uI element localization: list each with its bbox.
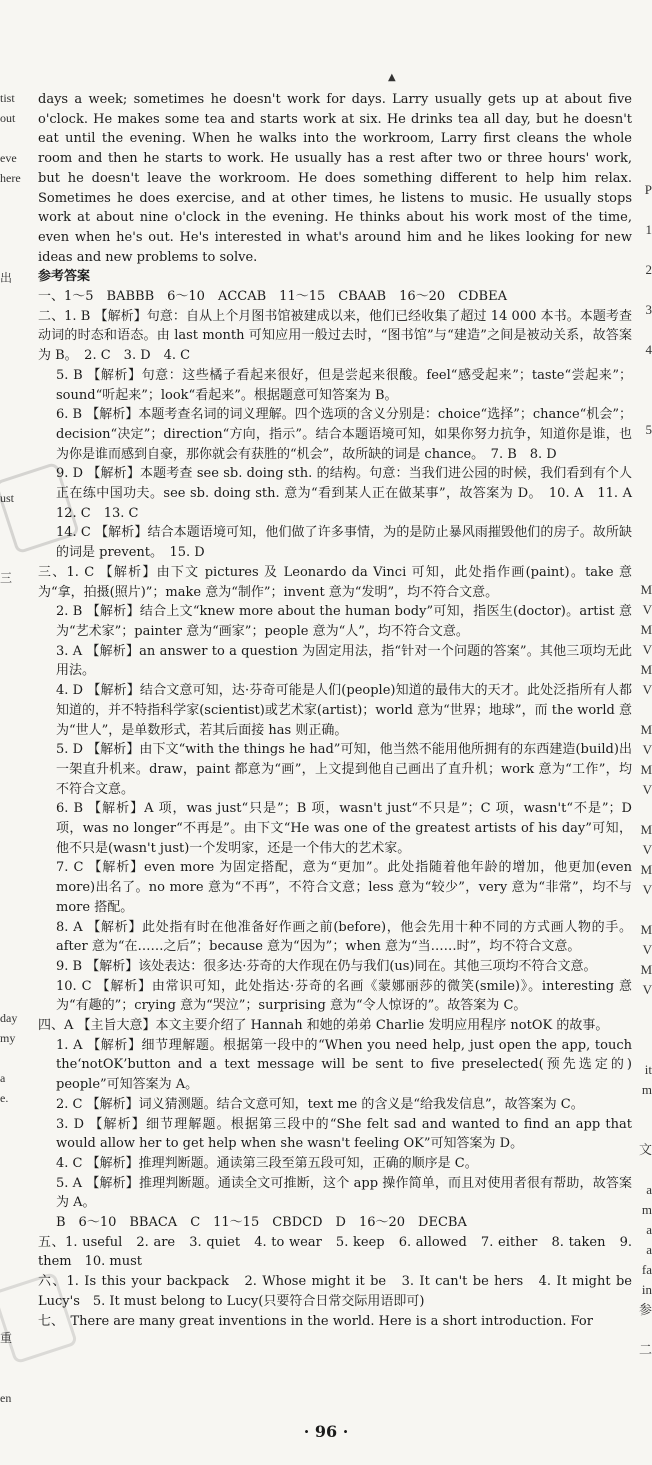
margin-fragment bbox=[638, 500, 652, 520]
margin-fragment: 出 bbox=[0, 271, 13, 285]
margin-fragment: M bbox=[640, 582, 652, 597]
answer-item: B 6～10 BBACA C 11～15 CBDCD D 16～20 DECBA bbox=[56, 1215, 467, 1231]
margin-fragment bbox=[0, 528, 26, 548]
margin-fragment bbox=[0, 128, 26, 148]
margin-fragment: M bbox=[640, 922, 652, 937]
margin-fragment bbox=[0, 208, 26, 228]
margin-fragment: V bbox=[642, 882, 652, 897]
margin-fragment bbox=[0, 348, 26, 368]
page-number: · 96 · bbox=[303, 1422, 349, 1441]
answer-heading: 参考答案 bbox=[38, 269, 91, 285]
margin-fragment bbox=[0, 1288, 26, 1308]
margin-fragment bbox=[638, 460, 652, 480]
answer-item: 5. D 【解析】由下文“with the things he had”可知，他当然不能用他所拥有的东西建造(build)出一架直升机来。draw，paint 都意为“画”，上文提到他自己画出了直升机；work 意为“工作”，均不符合文意。 bbox=[56, 742, 632, 797]
answer-item: 七、 There are many great inventions in the world. Here is a short introduction. For bbox=[38, 1313, 593, 1329]
margin-fragment bbox=[0, 248, 26, 268]
answer-item: 5. B 【解析】句意：这些橘子看起来很好，但是尝起来很酸。feel“感受起来”；taste“尝起来”；sound“听起来”；look“看起来”。根据题意可知答案为 B。 bbox=[56, 367, 632, 403]
margin-fragment: out bbox=[0, 111, 16, 125]
margin-fragment: a bbox=[646, 1182, 652, 1197]
margin-fragment bbox=[0, 848, 26, 868]
margin-fragment: a bbox=[646, 1222, 652, 1237]
left-column-fragment bbox=[0, 88, 26, 1408]
margin-fragment bbox=[638, 1040, 652, 1060]
answer-item: 4. C 【解析】推理判断题。通读第三段至第五段可知，正确的顺序是 C。 bbox=[56, 1155, 478, 1171]
margin-fragment bbox=[0, 548, 26, 568]
margin-fragment bbox=[0, 668, 26, 688]
answer-item: 10. C 【解析】由常识可知，此处指达·芬奇的名画《蒙娜丽莎的微笑(smile)》。interesting 意为“有趣的”；crying 意为“哭泣”；surprising 意为“令人惊讶的”。故答案为 C。 bbox=[56, 978, 632, 1014]
margin-fragment: V bbox=[642, 942, 652, 957]
margin-fragment bbox=[0, 468, 26, 488]
margin-fragment bbox=[0, 408, 26, 428]
answer-item: 14. C 【解析】结合本题语境可知，他们做了许多事情，为的是防止暴风雨摧毁他们的房子。故所缺的词是 prevent。 15. D bbox=[56, 525, 632, 561]
margin-fragment bbox=[0, 1108, 26, 1128]
margin-fragment: M bbox=[640, 962, 652, 977]
margin-fragment: day bbox=[0, 1011, 18, 1025]
margin-fragment: M bbox=[640, 722, 652, 737]
margin-fragment: 文 bbox=[638, 1142, 652, 1157]
margin-fragment bbox=[638, 400, 652, 420]
margin-fragment: 4 bbox=[645, 342, 652, 357]
reading-passage: days a week; sometimes he doesn't work for days. Larry usually gets up at about five o'clock. He makes some tea and starts work at six. He drinks tea all day, but he doesn't eat until the evening. When he walks into the workroom, Larry first cleans the whole room and then he starts to work. He usually has a rest after two or three hours' work, but he doesn't leave the workroom. He does something different to help him relax. Sometimes he does exercise, and at other times, he listens to music. He usually stops work at about nine o'clock in the evening. He thinks about his work most of the time, even when he's out. He's interested in what's around him and he likes looking for new ideas and new problems to solve. bbox=[38, 92, 632, 265]
margin-fragment bbox=[638, 280, 652, 300]
margin-fragment: V bbox=[642, 782, 652, 797]
margin-fragment bbox=[638, 540, 652, 560]
margin-fragment bbox=[0, 448, 26, 468]
margin-fragment: a bbox=[646, 1242, 652, 1257]
answer-item: 9. D 【解析】本题考查 see sb. doing sth. 的结构。句意：当我们进公园的时候，我们看到有个人正在练中国功夫。see sb. doing sth. 意为“看到某人正在做某事”，故答案为 D。 10. A 11. A 12. C 13. C bbox=[56, 466, 646, 521]
margin-fragment: V bbox=[642, 682, 652, 697]
answer-item: 五、1. useful 2. are 3. quiet 4. to wear 5. keep 6. allowed 7. either 8. taken 9. them 10. must bbox=[38, 1234, 632, 1270]
answer-item: 2. B 【解析】结合上文“knew more about the human body”可知，指医生(doctor)。artist 意为“艺术家”；painter 意为“画家”；people 意为“人”，均不符合文意。 bbox=[56, 604, 632, 639]
right-column-fragment bbox=[638, 180, 652, 1360]
margin-fragment bbox=[0, 688, 26, 708]
margin-fragment: e. bbox=[0, 1091, 9, 1105]
margin-fragment: 3 bbox=[645, 302, 652, 317]
margin-fragment bbox=[638, 1000, 652, 1020]
margin-fragment bbox=[638, 360, 652, 380]
margin-fragment: V bbox=[642, 602, 652, 617]
margin-fragment bbox=[0, 1248, 26, 1268]
margin-fragment bbox=[0, 428, 26, 448]
margin-fragment bbox=[0, 1188, 26, 1208]
answer-item: 7. C 【解析】even more 为固定搭配，意为“更加”。此处指随着他年龄的增加，他更加(even more)出名了。no more 意为“不再”，不符合文意；less 意为“较少”，very 意为“非常”，均不与 more 搭配。 bbox=[56, 860, 632, 915]
margin-fragment: M bbox=[640, 822, 652, 837]
margin-fragment: V bbox=[642, 742, 652, 757]
margin-fragment bbox=[0, 1208, 26, 1228]
top-mark: ▲ bbox=[388, 72, 396, 83]
answer-list bbox=[38, 287, 646, 1331]
margin-fragment bbox=[0, 328, 26, 348]
answer-item: 8. A 【解析】此处指有时在他准备好作画之前(before)，他会先用十种不同的方式画人物的手。after 意为“在……之后”；because 意为“因为”；when 意为“当……时”，均不符合文意。 bbox=[56, 919, 632, 955]
margin-fragment bbox=[0, 728, 26, 748]
margin-fragment bbox=[0, 888, 26, 908]
margin-fragment bbox=[0, 1348, 26, 1368]
answer-item: 4. D 【解析】结合文意可知，达·芬奇可能是人们(people)知道的最伟大的天才。此处泛指所有人都知道的，并不特指科学家(scientist)或艺术家(artist)；world 意为“世界；地球”，而 the world 意为“世人”，是单数形式，若其后面接 has 则正确。 bbox=[56, 683, 632, 738]
answer-item: 二、1. B 【解析】句意：自从上个月图书馆被建成以来，他们已经收集了超过 14 000 本书。本题考查动词的时态和语态。由 last month 可知应用一般过去时，“图书馆”与“建造”之间是被动关系，故答案为 B。 2. C 3. D 4. C bbox=[38, 308, 632, 364]
answer-item: 6. B 【解析】A 项，was just“只是”；B 项，wasn't just“不只是”；C 项，wasn't“不是”；D 项，was no longer“不再是”。由下文“He was one of the greatest artists of his day”可知，他不只是(wasn't just)一个发明家，还是一个伟大的艺术家。 bbox=[56, 801, 632, 856]
margin-fragment: 二 bbox=[638, 1342, 652, 1357]
margin-fragment bbox=[0, 288, 26, 308]
margin-fragment bbox=[0, 1228, 26, 1248]
margin-fragment: it bbox=[644, 1062, 652, 1077]
margin-fragment bbox=[638, 700, 652, 720]
answer-item: 3. A 【解析】an answer to a question 为固定用法，指“针对一个问题的答案”。其他三项均无此用法。 bbox=[56, 643, 632, 679]
margin-fragment bbox=[638, 440, 652, 460]
margin-fragment bbox=[0, 788, 26, 808]
margin-fragment bbox=[0, 368, 26, 388]
margin-fragment bbox=[638, 520, 652, 540]
margin-fragment bbox=[0, 968, 26, 988]
margin-fragment: M bbox=[640, 622, 652, 637]
answer-item: 2. C 【解析】词义猜测题。结合文意可知，text me 的含义是“给我发信息”，故答案为 C。 bbox=[56, 1096, 584, 1112]
margin-fragment bbox=[0, 628, 26, 648]
margin-fragment bbox=[0, 188, 26, 208]
margin-fragment bbox=[638, 1160, 652, 1180]
margin-fragment bbox=[0, 708, 26, 728]
margin-fragment: ust bbox=[0, 491, 15, 505]
margin-fragment: V bbox=[642, 642, 652, 657]
margin-fragment bbox=[638, 1020, 652, 1040]
answer-item: 四、A 【主旨大意】本文主要介绍了 Hannah 和她的弟弟 Charlie 发明应用程序 notOK 的故事。 bbox=[38, 1018, 609, 1034]
margin-fragment: 三 bbox=[0, 571, 13, 585]
margin-fragment bbox=[0, 608, 26, 628]
margin-fragment: M bbox=[640, 662, 652, 677]
margin-fragment: m bbox=[641, 1082, 652, 1097]
margin-fragment: m bbox=[641, 1202, 652, 1217]
answer-item: 1. A 【解析】细节理解题。根据第一段中的“When you need help, just open the app, touch the‘notOK’button and a text message will be sent to five preselected(预先选定的) people”可知答案为 A。 bbox=[56, 1037, 632, 1093]
margin-fragment bbox=[638, 240, 652, 260]
margin-fragment: eve bbox=[0, 151, 17, 165]
answer-item: 5. A 【解析】推理判断题。通读全文可推断，这个 app 操作简单，而且对使用者很有帮助，故答案为 A。 bbox=[56, 1175, 632, 1211]
margin-fragment bbox=[638, 1100, 652, 1120]
margin-fragment: 1 bbox=[645, 222, 652, 237]
margin-fragment bbox=[0, 1128, 26, 1148]
margin-fragment: en bbox=[0, 1391, 12, 1405]
margin-fragment bbox=[638, 200, 652, 220]
margin-fragment bbox=[638, 1120, 652, 1140]
margin-fragment bbox=[638, 380, 652, 400]
answer-item: 3. D 【解析】细节理解题。根据第三段中的“She felt sad and wanted to find an app that would allow her to get help when she wasn't feeling OK”可知答案为 D。 bbox=[56, 1116, 632, 1152]
margin-fragment: V bbox=[642, 982, 652, 997]
margin-fragment bbox=[0, 808, 26, 828]
answer-item: 9. B 【解析】该处表达：很多达·芬奇的大作现在仍与我们(us)同在。其他三项均不符合文意。 bbox=[56, 958, 597, 974]
margin-fragment bbox=[0, 868, 26, 888]
answer-item: 一、1～5 BABBB 6～10 ACCAB 11～15 CBAAB 16～20 CDBEA bbox=[38, 289, 507, 305]
margin-fragment bbox=[0, 948, 26, 968]
margin-fragment bbox=[638, 1320, 652, 1340]
margin-fragment: 5 bbox=[645, 422, 652, 437]
margin-fragment bbox=[638, 560, 652, 580]
margin-fragment bbox=[0, 588, 26, 608]
margin-fragment: 参 bbox=[638, 1302, 652, 1317]
margin-fragment: 2 bbox=[645, 262, 652, 277]
answer-item: 6. B 【解析】本题考查名词的词义理解。四个选项的含义分别是：choice“选择”；chance“机会”；decision“决定”；direction“方向，指示”。结合本题语境可知，如果你努力抗争，知道你是谁，也为你是谁而感到自豪，那你就会有获胜的“机会”，故所缺的词是 chance。 7. B 8. D bbox=[56, 407, 632, 462]
answer-item: 六、1. Is this your backpack 2. Whose might it be 3. It can't be hers 4. It might be Lucy's 5. It must belong to Lucy(只要符合日常交际用语即可) bbox=[38, 1274, 632, 1309]
margin-fragment bbox=[0, 1308, 26, 1328]
margin-fragment bbox=[0, 648, 26, 668]
margin-fragment: P bbox=[644, 182, 652, 197]
margin-fragment bbox=[638, 320, 652, 340]
margin-fragment: fa bbox=[641, 1262, 652, 1277]
margin-fragment: here bbox=[0, 171, 21, 185]
margin-fragment: a bbox=[0, 1071, 6, 1085]
margin-fragment: V bbox=[642, 842, 652, 857]
margin-fragment: 重 bbox=[0, 1331, 13, 1345]
margin-fragment bbox=[0, 768, 26, 788]
answer-content bbox=[38, 90, 646, 1331]
margin-fragment bbox=[0, 1168, 26, 1188]
margin-fragment bbox=[0, 748, 26, 768]
margin-fragment bbox=[0, 308, 26, 328]
margin-fragment: in bbox=[641, 1282, 652, 1297]
margin-fragment bbox=[0, 508, 26, 528]
answer-item: 三、1. C 【解析】由下文 pictures 及 Leonardo da Vinci 可知，此处指作画(paint)。take 意为“拿，拍摄(照片)”；make 意为“制作”；invent 意为“发明”，均不符合文意。 bbox=[38, 564, 632, 600]
margin-fragment bbox=[0, 228, 26, 248]
margin-fragment: tist bbox=[0, 91, 15, 105]
margin-fragment bbox=[0, 1148, 26, 1168]
margin-fragment: M bbox=[640, 762, 652, 777]
margin-fragment bbox=[0, 388, 26, 408]
margin-fragment bbox=[0, 1268, 26, 1288]
margin-fragment bbox=[0, 1368, 26, 1388]
margin-fragment bbox=[0, 988, 26, 1008]
margin-fragment: my bbox=[0, 1031, 16, 1045]
margin-fragment bbox=[0, 828, 26, 848]
margin-fragment bbox=[0, 928, 26, 948]
margin-fragment bbox=[0, 908, 26, 928]
margin-fragment bbox=[638, 900, 652, 920]
margin-fragment bbox=[638, 800, 652, 820]
margin-fragment bbox=[0, 1048, 26, 1068]
margin-fragment: M bbox=[640, 862, 652, 877]
